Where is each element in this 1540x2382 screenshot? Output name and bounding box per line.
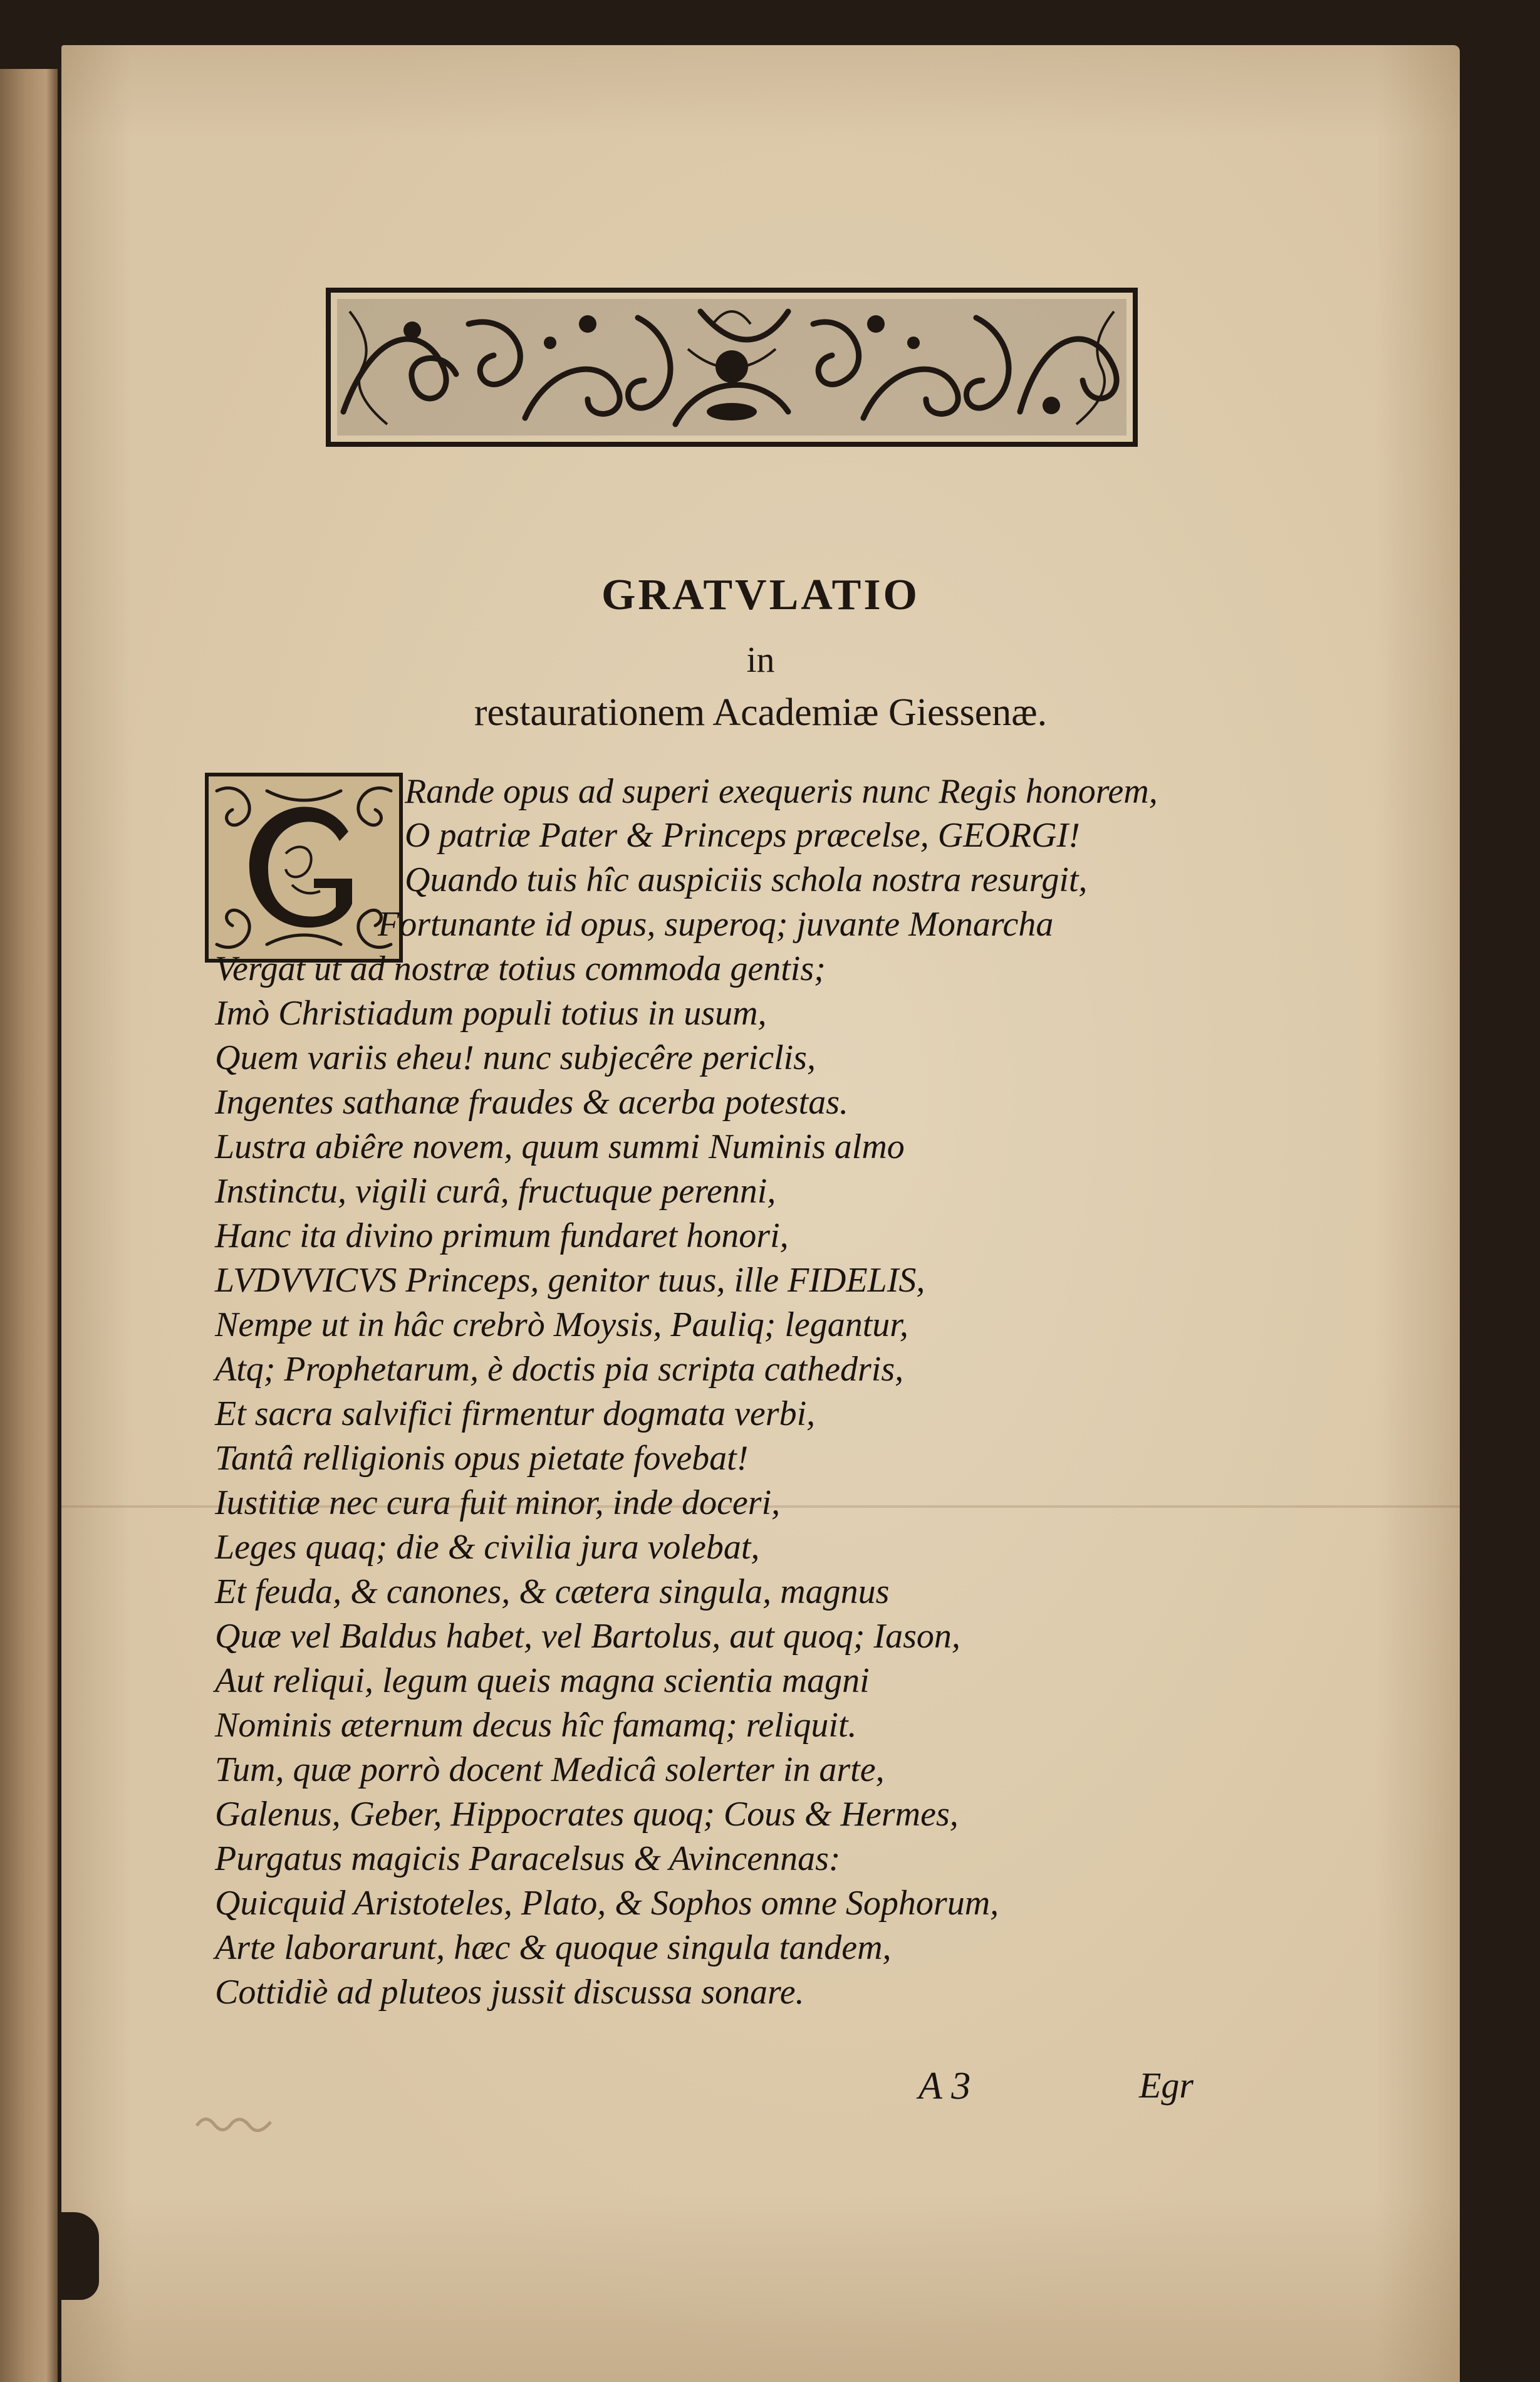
verse-line-13: Nempe ut in hâc crebrò Moysis, Pauliq; legantur, — [215, 1305, 908, 1344]
verse-line-9: Lustra abiêre novem, quum summi Numinis almo — [215, 1127, 905, 1166]
torn-page-edge — [61, 2212, 99, 2300]
verse-line-6: Imò Christiadum populi totius in usum, — [215, 994, 767, 1033]
verse-line-17: Iustitiæ nec cura fuit minor, inde doceri, — [215, 1483, 781, 1522]
verse-line-3: Quando tuis hîc auspiciis schola nostra resurgit, — [405, 860, 1088, 899]
heading-gratulatio: GRATVLATIO — [601, 571, 920, 619]
verse-line-4: Fortunante id opus, superoq; juvante Monarcha — [378, 905, 1054, 944]
verse-line-18: Leges quaq; die & civilia jura volebat, — [215, 1528, 760, 1567]
heading-in: in — [746, 639, 775, 680]
verse-line-27: Arte laborarunt, hæc & quoque singula tandem, — [215, 1928, 892, 1967]
verse-line-24: Galenus, Geber, Hippocrates quoq; Cous & Hermes, — [215, 1795, 959, 1834]
decorated-initial-g-icon — [204, 772, 403, 963]
verse-line-21: Aut reliqui, legum queis magna scientia magni — [215, 1661, 870, 1700]
verse-line-23: Tum, quæ porrò docent Medicâ solerter in arte, — [215, 1750, 885, 1789]
verse-line-12: LVDVVICVS Princeps, genitor tuus, ille FIDELIS, — [215, 1261, 925, 1300]
verse-line-16: Tantâ relligionis opus pietate fovebat! — [215, 1439, 749, 1478]
verse-line-7: Quem variis eheu! nunc subjecêre periclis, — [215, 1038, 816, 1077]
previous-page-edge — [0, 69, 58, 2382]
book-page — [61, 45, 1460, 2382]
verse-line-19: Et feuda, & canones, & cætera singula, magnus — [215, 1572, 890, 1611]
verse-line-2: O patriæ Pater & Princeps præcelse, GEORGI! — [405, 816, 1080, 855]
heading-restaurationem: restaurationem Academiæ Giessenæ. — [474, 691, 1048, 734]
verse-line-28: Cottidiè ad pluteos jussit discussa sonare. — [215, 1973, 804, 2012]
verse-line-26: Quicquid Aristoteles, Plato, & Sophos omne Sophorum, — [215, 1884, 999, 1923]
signature-mark: A 3 — [918, 2065, 971, 2108]
verse-line-25: Purgatus magicis Paracelsus & Avincennas: — [215, 1839, 841, 1878]
verse-line-5: Vergat ut ad nostræ totius commoda gentis; — [215, 949, 826, 988]
ornamental-headpiece-icon — [325, 286, 1139, 448]
verse-line-22: Nominis æternum decus hîc famamq; reliquit. — [215, 1706, 857, 1745]
faded-stamp-icon — [193, 2107, 274, 2136]
verse-line-20: Quæ vel Baldus habet, vel Bartolus, aut quoq; Iason, — [215, 1617, 960, 1656]
verse-line-1: Rande opus ad superi exequeris nunc Regis honorem, — [405, 772, 1158, 811]
verse-line-10: Instinctu, vigili curâ, fructuque perenni, — [215, 1172, 776, 1211]
verse-line-15: Et sacra salvifici firmentur dogmata verbi, — [215, 1394, 816, 1433]
verse-line-8: Ingentes sathanæ fraudes & acerba potestas. — [215, 1083, 849, 1122]
verse-line-14: Atq; Prophetarum, è doctis pia scripta cathedris, — [215, 1350, 904, 1389]
catchword: Egr — [1139, 2065, 1194, 2106]
verse-line-11: Hanc ita divino primum fundaret honori, — [215, 1216, 789, 1255]
